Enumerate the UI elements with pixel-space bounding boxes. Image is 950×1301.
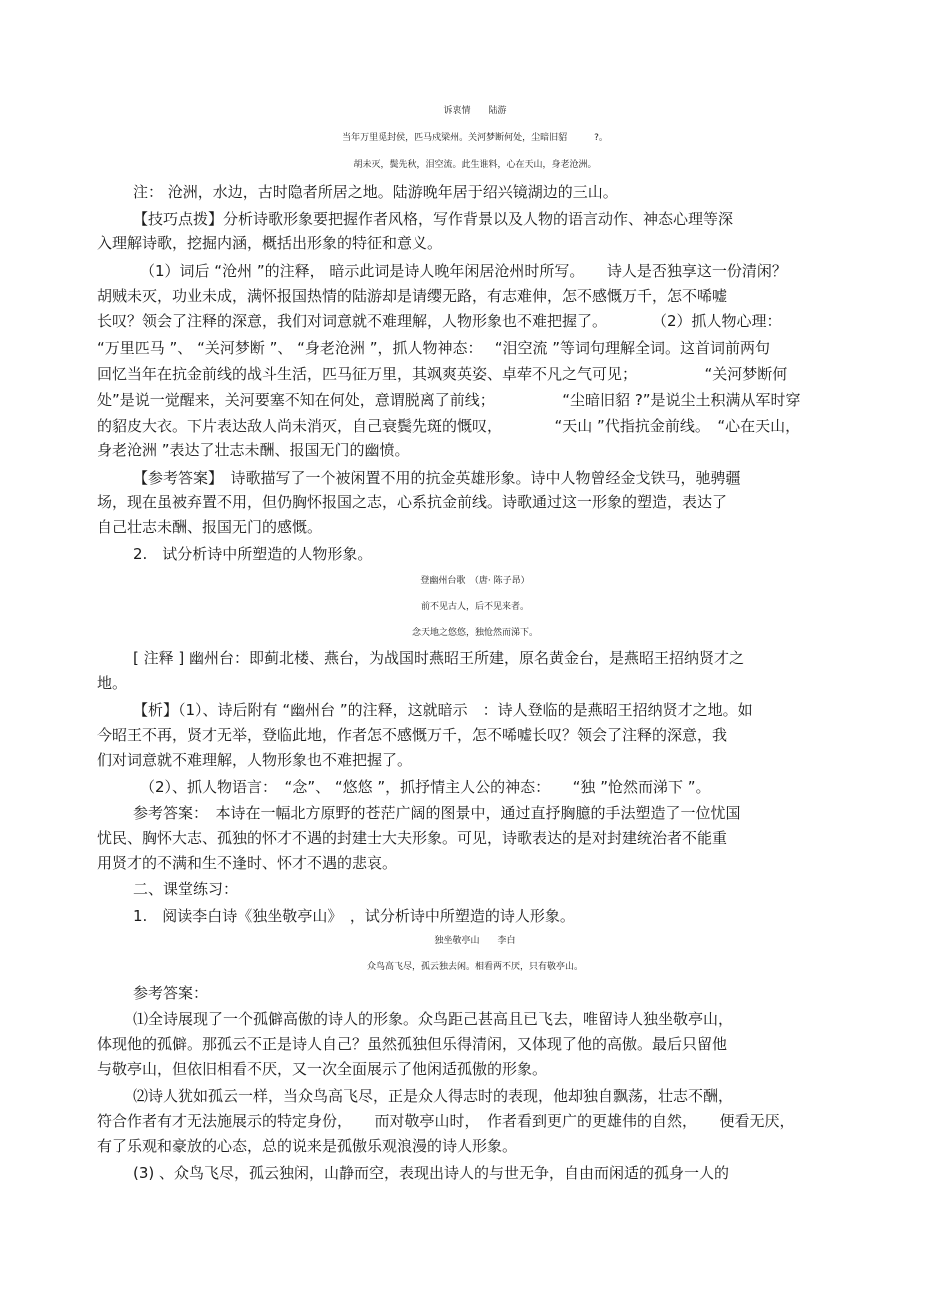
analysis-line: 今昭王不再，贤才无举，登临此地，作者怎不感慨万千，怎不唏嘘长叹？领会了注释的深意，我 xyxy=(97,726,728,744)
answer-line: ⑴全诗展现了一个孤僻高傲的诗人的形象。众鸟距己甚高且已飞去，唯留诗人独坐敬亭山， xyxy=(133,1010,734,1028)
analysis-line: 【析】（1）、诗后附有 “幽州台 ”的注释，这就暗示 ：诗人登临的是燕昭王招纳贤才之地。如 xyxy=(133,701,753,719)
tips-paragraph-line: （1）词后 “沧州 ”的注释， 暗示此词是诗人晚年闲居沧州时所写。 诗人是否独享这一份清闲？ xyxy=(140,262,787,280)
section-heading: 二、课堂练习： xyxy=(133,880,239,898)
annotation-line: 地。 xyxy=(97,674,128,692)
tips-paragraph-line: 处”是说一觉醒来，关河要塞不知在何处，意谓脱离了前线； “尘暗旧貂 ?”是说尘土积满从军时穿 xyxy=(97,391,801,409)
analysis-line: （2）、抓人物语言： “念”、 “悠悠 ”，抓抒情主人公的神态： “独 ”怆然而涕下 ”。 xyxy=(140,778,711,796)
answer-line: 用贤才的不满和生不逢时、怀才不遇的悲哀。 xyxy=(97,854,398,872)
poem-title: 登幽州台歌 （唐· 陈子昂） xyxy=(420,576,530,586)
poem-line-1: 前不见古人，后不见来者。 xyxy=(420,602,529,612)
poem-line-1: 当年万里觅封侯，匹马戍梁州。关河梦断何处，尘暗旧貂 ?。 xyxy=(342,133,608,143)
answer-line: 与敬亭山，但依旧相看不厌，又一次全面展示了他闲适孤傲的形象。 xyxy=(97,1060,548,1078)
answer-line: 忧民、胸怀大志、孤独的怀才不遇的封建士大夫形象。可见，诗歌表达的是对封建统治者不能重 xyxy=(97,829,728,847)
analysis-line: 们对词意就不难理解，人物形象也不难把握了。 xyxy=(97,751,413,769)
answer-line: 场，现在虽被弃置不用，但仍胸怀报国之志，心系抗金前线。诗歌通过这一形象的塑造，表达了 xyxy=(97,493,728,511)
annotation-line: [ 注释 ] 幽州台：即蓟北楼、燕台，为战国时燕昭王所建，原名黄金台，是燕昭王招纳贤才之 xyxy=(133,649,745,667)
tips-paragraph-line: 胡贼未灭，功业未成，满怀报国热情的陆游却是请缨无路，有志难伸，怎不感慨万千，怎不唏嘘 xyxy=(97,287,728,305)
answer-line: ⑵诗人犹如孤云一样，当众鸟高飞尽，正是众人得志时的表现，他却独自飘荡，壮志不酬， xyxy=(133,1087,734,1105)
tips-paragraph-line: 回忆当年在抗金前线的战斗生活，匹马征万里，其飒爽英姿、卓荦不凡之气可见； “关河梦断何 xyxy=(97,365,788,383)
tips-paragraph-line: 身老沧洲 ”表达了壮志未酬、报国无门的幽愤。 xyxy=(97,441,410,459)
poem-title: 诉衷情 陆游 xyxy=(443,106,507,116)
practice-prompt: 1. 阅读李白诗《独坐敬亭山》 ，试分析诗中所塑造的诗人形象。 xyxy=(133,907,575,925)
poem-note: 注： 沧洲，水边，古时隐者所居之地。陆游晚年居于绍兴镜湖边的三山。 xyxy=(133,183,618,201)
answer-line: 符合作者有才无法施展示的特定身份， 而对敬亭山时， 作者看到更广的更雄伟的自然， 便看无厌， xyxy=(97,1112,795,1130)
poem-line-2: 念天地之悠悠，独怆然而涕下。 xyxy=(411,628,538,638)
answer-line: 有了乐观和豪放的心态，总的说来是孤傲乐观浪漫的诗人形象。 xyxy=(97,1137,518,1155)
question-2-prompt: 2. 试分析诗中所塑造的人物形象。 xyxy=(133,545,373,563)
answer-line: (3) 、众鸟飞尽，孤云独闲，山静而空，表现出诗人的与世无争，自由而闲适的孤身一人的 xyxy=(133,1164,730,1182)
poem-line-2: 胡未灭，鬓先秋，泪空流。此生谁料，心在天山，身老沧洲。 xyxy=(353,160,597,170)
answer-line: 体现他的孤僻。那孤云不正是诗人自己？虽然孤独但乐得清闲，又体现了他的高傲。最后只留他 xyxy=(97,1035,728,1053)
tips-paragraph-line: 入理解诗歌，挖掘内涵，概括出形象的特征和意义。 xyxy=(97,234,443,252)
tips-paragraph-line: 【技巧点拨】分析诗歌形象要把握作者风格，写作背景以及人物的语言动作、神态心理等深 xyxy=(133,210,734,228)
poem-title: 独坐敬亭山 李白 xyxy=(434,936,516,946)
tips-paragraph-line: “万里匹马 ”、 “关河梦断 ”、 “身老沧洲 ”，抓人物神态： “泪空流 ”等词句理解全词。这首词前两句 xyxy=(97,339,771,357)
tips-paragraph-line: 的貂皮大衣。下片表达敌人尚未消灭，自己衰鬓先斑的慨叹， “天山 ”代指抗金前线。 “心在天山， xyxy=(97,417,801,435)
answer-line: 【参考答案】 诗歌描写了一个被闲置不用的抗金英雄形象。诗中人物曾经金戈铁马，驰骋疆 xyxy=(133,469,741,487)
tips-paragraph-line: 长叹？领会了注释的深意，我们对词意就不难理解，人物形象也不难把握了。 （2）抓人物心理： xyxy=(97,312,782,330)
poem-line: 众鸟高飞尽，孤云独去闲。相看两不厌，只有敬亭山。 xyxy=(366,962,583,972)
answer-line: 参考答案： 本诗在一幅北方原野的苍茫广阔的图景中，通过直抒胸臆的手法塑造了一位忧国 xyxy=(133,804,741,822)
answer-label: 参考答案： xyxy=(133,984,209,1002)
answer-line: 自己壮志未酬、报国无门的感慨。 xyxy=(97,518,323,536)
